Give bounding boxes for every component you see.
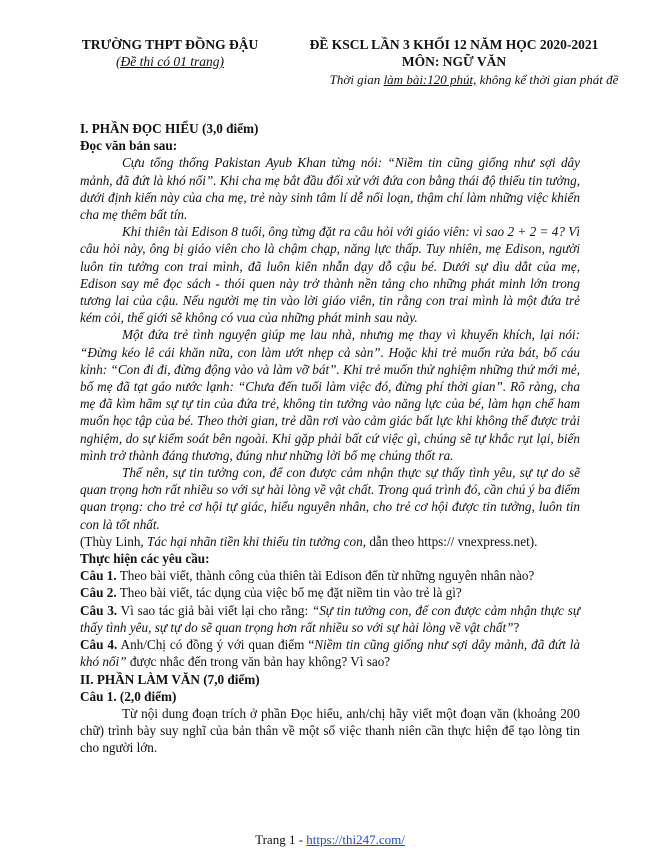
school-name: TRƯỜNG THPT ĐỒNG ĐẬU bbox=[81, 37, 259, 52]
question-2 bbox=[80, 584, 580, 601]
question-1 bbox=[80, 567, 580, 584]
passage-paragraph-4: Thế nên, sự tin tưởng con, để con được cảm nhận thực sự thấy tình yêu, sự tự do sẽ quan trọng hơn rất nhiều so với sự hài lòng về vật chất. Trong quá trình đó, cần chú ý ba điểm quan trọng: cho trẻ cơ hội tự giác, hiểu nguyên nhân, cho trẻ cơ hội được tin tưởng, luôn tin con là tốt nhất. bbox=[80, 465, 580, 532]
question-text: Vì sao tác giả bài viết lại cho rằng: bbox=[117, 602, 312, 618]
question-label: Câu 2. bbox=[80, 585, 117, 601]
section1-title: I. PHẦN ĐỌC HIỂU (3,0 điểm) bbox=[80, 121, 259, 136]
time-prefix: Thời gian bbox=[329, 72, 384, 87]
question-label: Câu 4. bbox=[80, 637, 118, 653]
source-suffix: , dẫn theo https:// vnexpress.net). bbox=[362, 533, 538, 549]
time-duration: làm bài:120 phút, bbox=[383, 72, 477, 87]
question-end: được nhắc đến trong văn bản hay không? Vì sao? bbox=[126, 654, 391, 670]
subject: MÔN: NGỮ VĂN bbox=[401, 54, 507, 69]
question-label: Câu 3. bbox=[80, 602, 118, 618]
pages-note: (Đề thi có 01 trang) bbox=[116, 54, 224, 69]
header-right bbox=[284, 36, 624, 87]
section2-q1-text: Từ nội dung đoạn trích ở phần Đọc hiểu, anh/chị hãy viết một đoạn văn (khoảng 200 chữ) trình bày suy nghĩ của bản thân về một số việc thanh niên cần thực hiện để tạo lòng tin cho người lớn. bbox=[80, 705, 580, 756]
question-3 bbox=[80, 602, 580, 636]
source-prefix: (Thùy Linh, bbox=[80, 533, 148, 549]
footer-link[interactable]: https://thi247.com/ bbox=[306, 832, 405, 847]
question-text: Anh/Chị có đồng ý với quan điểm “ bbox=[117, 637, 315, 653]
time-note bbox=[284, 71, 660, 89]
exam-body bbox=[80, 120, 580, 757]
question-text: Theo bài viết, tác dụng của việc bố mẹ đặt niềm tin vào trẻ là gì? bbox=[116, 585, 462, 601]
reading-intro: Đọc văn bản sau: bbox=[80, 138, 178, 154]
question-4 bbox=[80, 636, 580, 670]
footer-page-number: Trang 1 - bbox=[255, 832, 307, 847]
passage-paragraph-3: Một đứa trẻ tình nguyện giúp mẹ lau nhà, nhưng mẹ thay vì khuyến khích, lại nói: “Đừng kéo lê cái khăn nữa, con làm ướt nhẹp cả sàn”. Hoặc khi trẻ muốn rửa bát, bố cáu kỉnh: “Con đi đi, đừng động vào và làm vỡ bát”. Khi trẻ muốn thử nghiệm những thứ mới mẻ, bố mẹ đã tạt gáo nước lạnh: “Chưa đến tuổi làm việc đó, đừng phí thời gian”. Rõ ràng, cha mẹ đã kìm hãm sự tự tin của đứa trẻ, không tin tưởng vào năng lực của bé, làm hạn chế ham muốn học tập của bé. Theo thời gian, trẻ dần rơi vào cảm giác bất lực khi không thể được trải nghiệm, do sự kiểm soát bên ngoài. Khi gặp phải bất cứ việc gì, chúng sẽ tự khắc rụt lại, biến mình trở thành đáng thương, đúng như những lời bố mẹ chúng thốt ra. bbox=[80, 327, 580, 463]
question-end: ? bbox=[513, 619, 520, 635]
passage-source bbox=[80, 533, 580, 550]
question-quote: “Sự tin tưởng con, để con được cảm nhận thực sự thấy tình yêu, sự tự do sẽ quan trọng hơn rất nhiều so với sự hài lòng về vật chất” bbox=[80, 602, 581, 635]
source-title: Tác hại nhãn tiền khi thiếu tin tưởng con bbox=[147, 533, 363, 549]
exam-title: ĐỀ KSCL LẦN 3 KHỐI 12 NĂM HỌC 2020-2021 bbox=[309, 37, 599, 52]
time-suffix: không kể thời gian phát đề bbox=[476, 72, 619, 87]
question-label: Câu 1. bbox=[80, 568, 117, 584]
passage-paragraph-2: Khi thiên tài Edison 8 tuổi, ông từng đặt ra câu hỏi với giáo viên: vì sao 2 + 2 = 4? Vì câu hỏi này, ông bị giáo viên cho là chậm chạp, năng lực thấp. Tuy nhiên, mẹ Edison, người luôn tin tưởng con trai mình, đã luôn kiên nhẫn dạy dỗ cậu bé. Dưới sự dìu dắt của mẹ, Edison say mê đọc sách - thói quen này trở thành nền tảng cho những phát minh lớn trong tương lai của cậu. Nếu người mẹ tin vào lời giáo viên, tin rằng con trai mình là một đứa trẻ kém cỏi, thế giới sẽ không có vua của những phát minh sau này. bbox=[80, 224, 580, 326]
question-text: Theo bài viết, thành công của thiên tài Edison đến từ những nguyên nhân nào? bbox=[116, 568, 535, 584]
section2-q1-heading: Câu 1. (2,0 điểm) bbox=[80, 688, 177, 704]
header-left bbox=[60, 36, 280, 70]
page-footer bbox=[0, 832, 660, 848]
section2-title: II. PHẦN LÀM VĂN (7,0 điểm) bbox=[80, 671, 260, 687]
tasks-heading: Thực hiện các yêu cầu: bbox=[80, 551, 210, 567]
question-quote: Niềm tin cũng giống như sợi dây mảnh, đã đứt là khó nối” bbox=[80, 637, 580, 670]
passage-paragraph-1: Cựu tổng thống Pakistan Ayub Khan từng nói: “Niềm tin cũng giống như sợi dây mảnh, đã đứt là khó nối”. Khi cha mẹ bắt đầu đối xử với đứa con bằng thái độ thiếu tin tưởng, dưới định kiến này của cha mẹ, trẻ này sinh tâm lí dễ nổi loạn, thậm chí làm những việc khiến cha mẹ thêm bất tín. bbox=[80, 155, 580, 223]
